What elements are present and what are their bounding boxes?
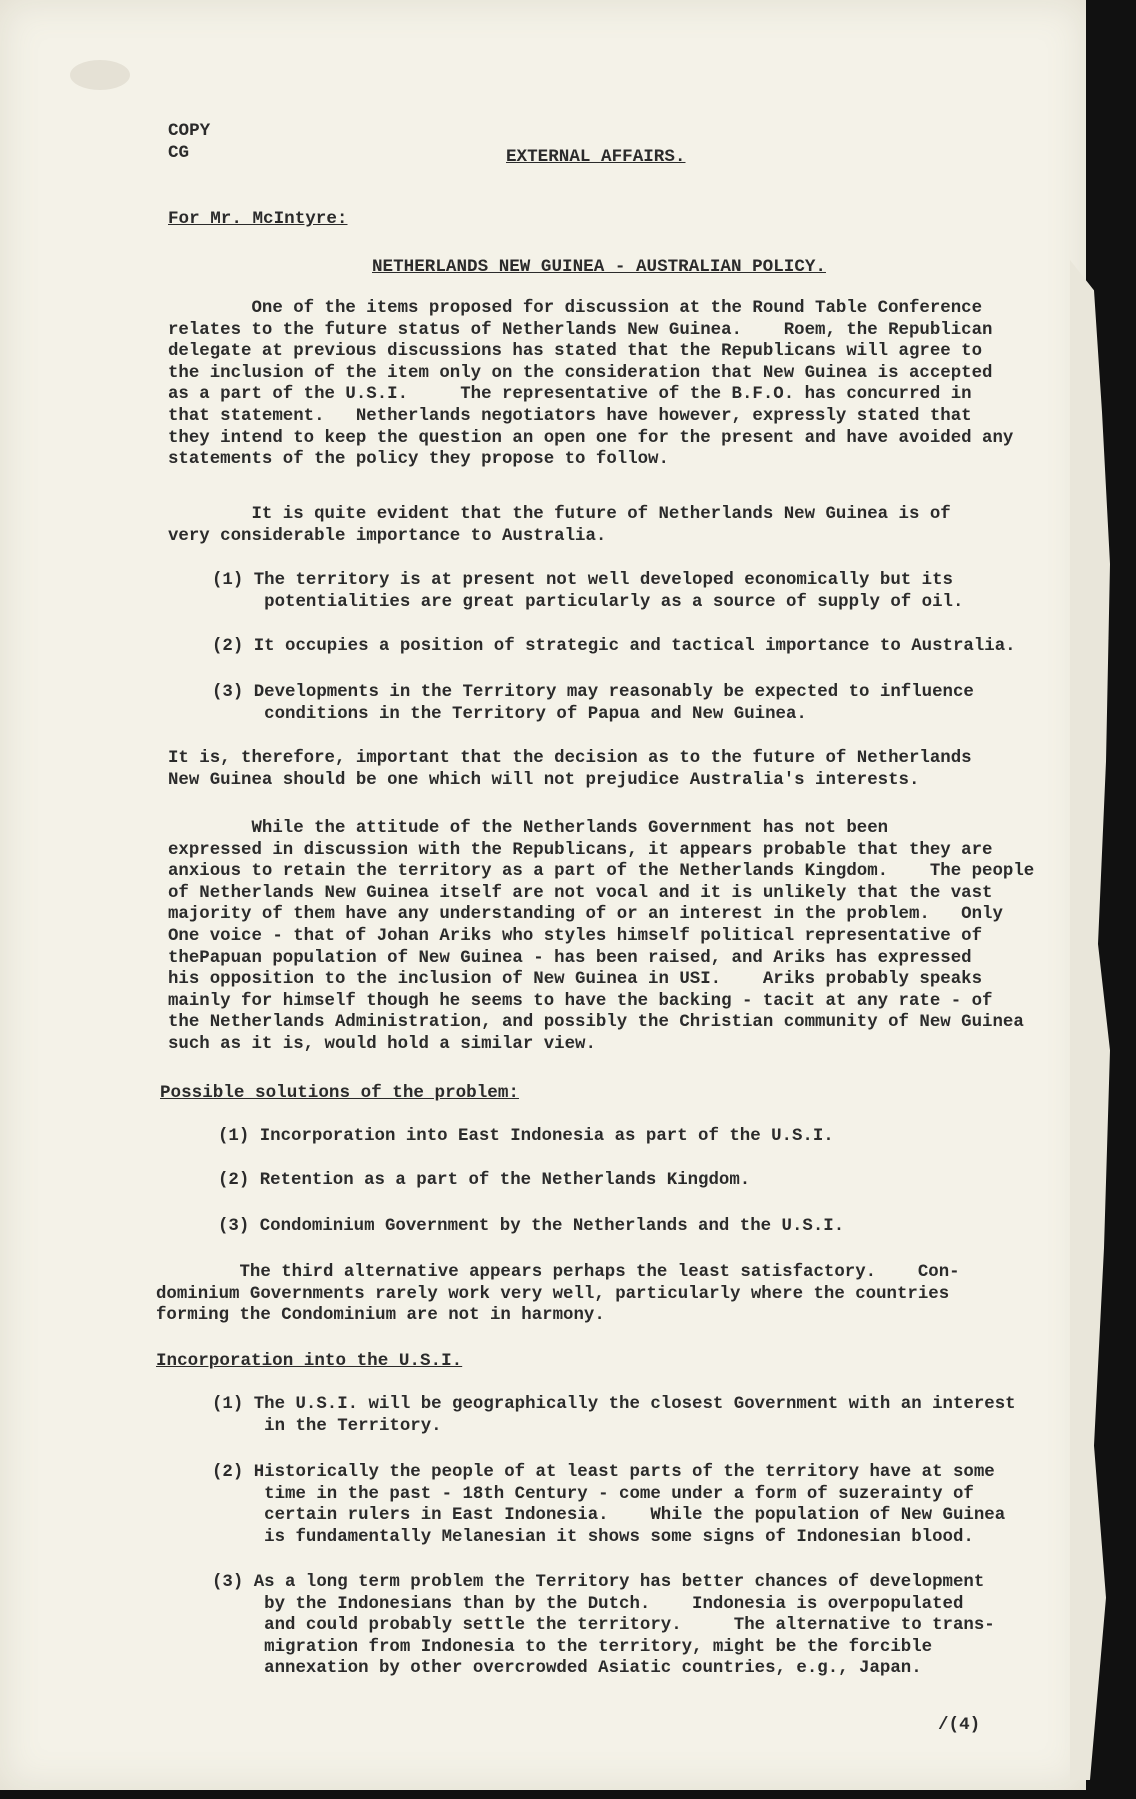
text-line: (2) Historically the people of at least parts of the territory have at some xyxy=(212,1463,995,1482)
text-line: (2) Retention as a part of the Netherlands Kingdom. xyxy=(218,1171,751,1190)
paragraph-2 xyxy=(168,504,1088,547)
page-continuation: /(4) xyxy=(938,1715,981,1735)
text-line: dominium Governments rarely work very well, particularly where the countries xyxy=(156,1284,950,1304)
text-line: relates to the future status of Netherlands New Guinea. Roem, the Republican xyxy=(168,320,993,340)
text-line: (1) Incorporation into East Indonesia as part of the U.S.I. xyxy=(218,1127,834,1146)
text-line: While the attitude of the Netherlands Government has not been xyxy=(168,819,889,838)
text-line: (1) The territory is at present not well developed economically but its xyxy=(212,571,953,590)
solution-item-3 xyxy=(218,1216,844,1238)
cg-mark: CG xyxy=(168,143,190,163)
incorporation-item-2 xyxy=(212,1462,1005,1548)
paragraph-5 xyxy=(156,1262,1076,1327)
text-line: (1) The U.S.I. will be geographically the closest Government with an interest xyxy=(212,1395,1016,1414)
text-line: very considerable importance to Australia. xyxy=(168,526,607,546)
text-line: certain rulers in East Indonesia. While the population of New Guinea xyxy=(212,1506,1006,1526)
text-line: (3) Developments in the Territory may reasonably be expected to influence xyxy=(212,683,974,702)
text-line: forming the Condominium are not in harmony. xyxy=(156,1306,605,1326)
text-line: The third alternative appears perhaps the least satisfactory. Con- xyxy=(156,1263,960,1282)
text-line: is fundamentally Melanesian it shows some signs of Indonesian blood. xyxy=(212,1527,974,1547)
paragraph-3 xyxy=(168,748,1088,791)
text-line: thePapuan population of New Guinea - has been raised, and Ariks has expressed xyxy=(168,948,972,968)
text-line: mainly for himself though he seems to have the backing - tacit at any rate - of xyxy=(168,991,993,1011)
text-line: that statement. Netherlands negotiators have however, expressly stated that xyxy=(168,406,972,426)
document-title: NETHERLANDS NEW GUINEA - AUSTRALIAN POLICY. xyxy=(372,257,826,277)
paragraph-4 xyxy=(168,818,1088,1056)
importance-item-3 xyxy=(212,682,974,725)
text-line: and could probably settle the territory. The alternative to trans- xyxy=(212,1616,995,1636)
text-line: such as it is, would hold a similar view. xyxy=(168,1034,596,1054)
text-line: migration from Indonesia to the territory, might be the forcible xyxy=(212,1637,933,1657)
text-line: they intend to keep the question an open one for the present and have avoided any xyxy=(168,428,1014,448)
text-line: New Guinea should be one which will not prejudice Australia's interests. xyxy=(168,770,920,790)
text-line: as a part of the U.S.I. The representative of the B.F.O. has concurred in xyxy=(168,385,972,405)
paper-stain xyxy=(70,60,130,90)
text-line: annexation by other overcrowded Asiatic countries, e.g., Japan. xyxy=(212,1659,922,1679)
text-line: (2) It occupies a position of strategic and tactical importance to Australia. xyxy=(212,637,1016,656)
text-line: in the Territory. xyxy=(212,1416,442,1436)
incorporation-heading: Incorporation into the U.S.I. xyxy=(156,1351,463,1371)
text-line: by the Indonesians than by the Dutch. Indonesia is overpopulated xyxy=(212,1594,964,1614)
solution-item-1 xyxy=(218,1126,834,1148)
copy-mark: COPY xyxy=(168,121,211,141)
text-line: It is, therefore, important that the decision as to the future of Netherlands xyxy=(168,749,972,768)
text-line: statements of the policy they propose to follow. xyxy=(168,450,669,470)
text-line: One of the items proposed for discussion at the Round Table Conference xyxy=(168,299,983,318)
solutions-heading: Possible solutions of the problem: xyxy=(160,1083,519,1103)
incorporation-item-3 xyxy=(212,1572,995,1680)
text-line: It is quite evident that the future of Netherlands New Guinea is of xyxy=(168,505,951,524)
text-line: delegate at previous discussions has stated that the Republicans will agree to xyxy=(168,342,983,362)
incorporation-item-1 xyxy=(212,1394,1016,1437)
department-heading: EXTERNAL AFFAIRS. xyxy=(506,147,686,167)
text-line: expressed in discussion with the Republicans, it appears probable that they are xyxy=(168,840,993,860)
text-line: the Netherlands Administration, and possibly the Christian community of New Guinea xyxy=(168,1013,1024,1033)
text-line: of Netherlands New Guinea itself are not vocal and it is unlikely that the vast xyxy=(168,883,993,903)
importance-item-1 xyxy=(212,570,963,613)
text-line: conditions in the Territory of Papua and New Guinea. xyxy=(212,704,807,724)
text-line: (3) Condominium Government by the Netherlands and the U.S.I. xyxy=(218,1217,845,1236)
importance-item-2 xyxy=(212,636,1016,658)
text-line: potentialities are great particularly as a source of supply of oil. xyxy=(212,592,964,612)
text-line: the inclusion of the item only on the consideration that New Guinea is accepted xyxy=(168,363,993,383)
text-line: majority of them have any understanding of or an interest in the problem. Only xyxy=(168,905,1003,925)
text-line: his opposition to the inclusion of New Guinea in USI. Ariks probably speaks xyxy=(168,970,983,990)
text-line: anxious to retain the territory as a part of the Netherlands Kingdom. The people xyxy=(168,862,1035,882)
text-line: One voice - that of Johan Ariks who styles himself political representative of xyxy=(168,926,983,946)
solution-item-2 xyxy=(218,1170,750,1192)
text-line: time in the past - 18th Century - come under a form of suzerainty of xyxy=(212,1484,974,1504)
paragraph-1 xyxy=(168,298,1088,471)
addressee: For Mr. McIntyre: xyxy=(168,209,348,229)
text-line: (3) As a long term problem the Territory has better chances of development xyxy=(212,1573,985,1592)
